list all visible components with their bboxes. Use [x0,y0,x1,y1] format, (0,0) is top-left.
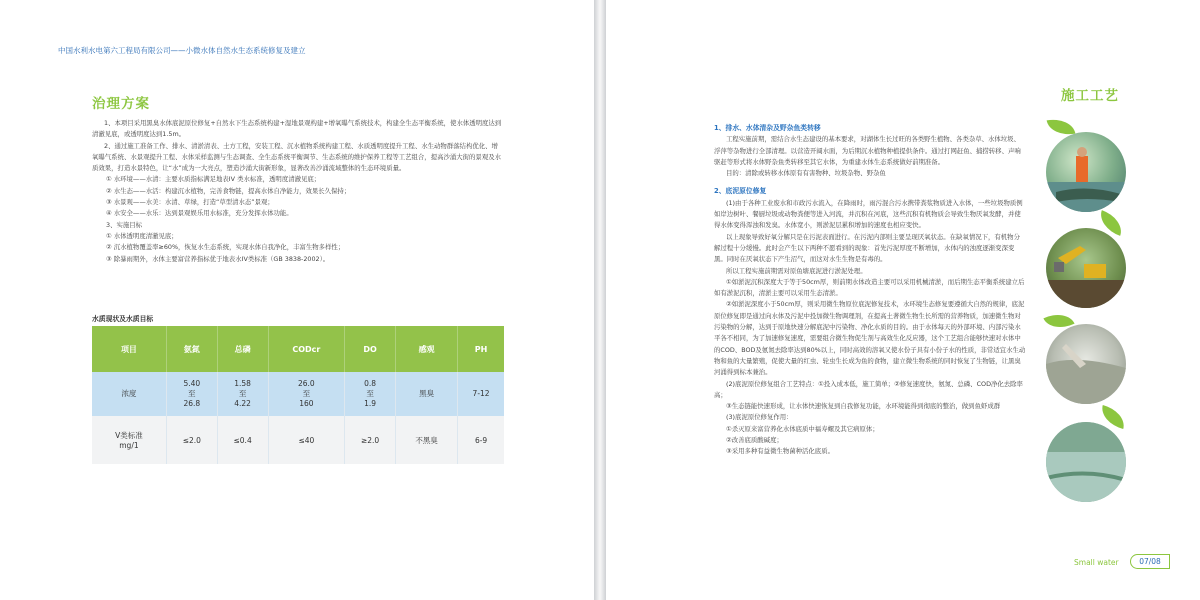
table-cell: ≤40 [268,416,345,464]
table-row [92,372,504,416]
table-cell: ≤0.4 [217,416,268,464]
paragraph: ①如淤泥沉积深度大于等于50cm厚，则前期水体改造主要可以采用机械清淤，而后期生态平衡系统建立后如有淤泥沉积，清淤主要可以采用生态清淤。 [714,277,1025,298]
construction-body [714,123,1026,458]
paragraph: 工程实施前期，需结合水生态建设的基本要求，对湖体生长过旺的各类野生植物、各类杂草、水体垃圾、浮萍等杂物进行全部清理。以营造开阔水面，为后期沉水植物种植提供条件。通过打网赶鱼、捕捞转移、声响驱赶等形式将水体野杂鱼类转移至其它水体，为重建水体生态系统做好前期准备。 [714,135,1021,166]
excavator-image [1046,228,1126,308]
table-header-cell: DO [345,326,396,372]
table-header-cell: 总磷 [217,326,268,372]
table-cell: 浓度 [92,372,166,416]
table-cell: ≤2.0 [166,416,217,464]
table-cell: 6-9 [458,416,504,464]
list-item: ②改善底质酸碱度； [726,436,783,445]
river-worker-photo [1046,132,1126,212]
table-cell: 7-12 [458,372,504,416]
pond-image [1046,422,1126,502]
page-number: 07/08 [1130,554,1170,569]
sludge-image [1046,324,1126,404]
section-title-treatment: 治理方案 [92,96,150,112]
list-item: ①杀灭原来富营养化水体底质中福寿螺及其它病原体； [726,424,879,433]
table-cell: 0.8 至 1.9 [345,372,396,416]
excavator-dredging-photo [1046,228,1126,308]
table-header-row [92,326,504,372]
list-item: ① 水环境——水清：主要水质指标满足地表IV 类水标准，透明度清澈见底； [106,175,321,184]
right-page [606,0,1200,600]
table-cell: ≥2.0 [345,416,396,464]
list-item: ④ 水安全——水乐：达到景观娱乐用水标准，充分发挥水体功能。 [106,209,293,218]
list-item: ③采用多种有益微生物菌种活化底质。 [726,447,834,456]
section-title-construction: 施工工艺 [1061,88,1119,104]
table-cell: 不黑臭 [396,416,458,464]
table-cell: 黑臭 [396,372,458,416]
table-header-cell: CODcr [268,326,345,372]
table-cell: 5.40 至 26.8 [166,372,217,416]
left-page [0,0,594,600]
paragraph: 以上现象导致好氧分解只是在污泥表面进行。在污泥内部则主要呈现厌氧状态。在缺氧情况下，有机物分解过程十分缓慢。此时会产生以下两种不愿看到的现象：首先污泥厚度不断增加，水体内的浊度逐渐变深变黑。同时在厌氧状态下产生沼气，而这对水生生物是有毒的。 [714,232,1020,264]
goal-heading: 3、实施目标 [106,220,143,229]
table-header-cell: 氨氮 [166,326,217,372]
table-cell: 26.0 至 160 [268,372,345,416]
list-item: ③ 除暴雨期外，水体主要富营养指标优于地表水IV类标准（GB 3838-2002）。 [106,254,330,263]
subsection-heading: 2、底泥原位修复 [714,187,767,196]
table-cell: 1.58 至 4.22 [217,372,268,416]
subsection-heading: 1、排水、水体清杂及野杂鱼类转移 [714,124,821,132]
table-header-cell: 感观 [396,326,458,372]
worker-in-river-image [1046,132,1126,212]
spacer [714,179,1026,186]
paragraph: 2、通过施工准备工作、排水、清淤清表、土方工程，安装工程、沉水植物系统构建工程、水质透明度提升工程、水生动物群落结构优化、增氧曝气系统、水景观提升工程、水体采样监测与生态调查、全生态系统平衡调节、生态系统的维护保养工程等工艺组合，提高沙涌大街的景观及水质效果，打造水景特色，让“水”成为一大亮点，塑造沙涌大街新形象，显著改善沙涌流域整体的生态环境质量。 [92,141,501,173]
list-item: ③ 水景观——水美：水清、草绿，打造“草型清水态”景观； [106,198,274,207]
pond-water-photo [1046,422,1126,502]
table-row [92,416,504,464]
page-gutter [594,0,606,600]
paragraph: 所以工程实施前期需对原鱼塘底泥进行淤泥处理。 [726,266,867,275]
paragraph: (1)由于各种工业废水和市政污水流入，在降雨时，雨污混合污水携带粪浆物质进入水体，一些垃圾物质例如岸边树叶、餐厨垃圾或动物粪便等进入河流，并沉积在河底，这些沉积有机物质会导致生物厌氧发酵，并使得水体变得浑浊和发臭。水体宽小，则淤泥层累积增加的速度也相应变快。 [714,198,1023,230]
treatment-body [92,118,504,265]
list-item: ② 水生态——水活：构建沉水植物，完善食物链，提高水体自净能力，效果长久保持； [106,186,351,195]
table-cell: V类标准 mg/1 [92,416,166,464]
table-header-cell: PH [458,326,504,372]
paragraph: ②如淤泥深度小于50cm厚，则采用微生物原位底泥修复技术，水环境生态修复要遵循大自然的规律，底泥原位修复即是通过向水体及污泥中投加微生物调理剂，在提高土著微生物生长所需的营养物质，加速微生物对污染物的分解，达到于原地快速分解底泥中污染物、净化水质的目的。由于水体每天的外部环境、内部污染水平各不相同，为了加速修复速度，需要组合微生物促生剂与高效生化反应器，这个工艺组合能够快速对水体中的COD、BOD及氨氮去除率达到80%以上，同时高效的溶氧又使水份子具有小份子水的性质，非常适宜水生动物和鱼的大量繁殖，促使大量的红虫、轮虫生长成为鱼的食物，建立微生物系统的同时恢复了生物链，让黑臭河涌得到标本兼治。 [714,300,1026,377]
paragraph: 目的：清除或转移水体原有有害物种、垃圾杂物、野杂鱼 [726,169,886,178]
table-header-cell: 项目 [92,326,166,372]
paragraph: (2)底泥原位修复组合工艺特点：①投入成本低，施工简单；②修复速度快，氨氮、总磷、COD净化去除率高； [714,379,1023,399]
list-item: ② 沉水植物覆盖率≥60%，恢复水生态系统，实现水体自我净化，丰富生物多样性； [106,243,345,252]
paragraph: ③生态链能快速形成，让水体快速恢复到自我修复功能，水环境能得到彻底的整治，做到鱼虾成群 [726,402,1001,411]
footer-label: Small water [1074,558,1119,567]
running-header: 中国水利水电第六工程局有限公司——小微水体自然水生态系统修复及建立 [58,46,306,55]
list-item: ① 水体透明度清澈见底； [106,231,178,240]
table-caption: 水质现状及水质目标 [92,315,154,323]
paragraph: (3)底泥原位修复作用： [726,413,793,422]
water-quality-table [92,326,504,464]
paragraph: 1、本项目采用黑臭水体底泥原位修复+自然水下生态系统构建+湿地景观构建+增氧曝气系统技术，构建全生态平衡系统，使水体透明度达到清澈见底，或透明度达到1.5m。 [92,119,502,139]
sludge-treatment-photo [1046,324,1126,404]
